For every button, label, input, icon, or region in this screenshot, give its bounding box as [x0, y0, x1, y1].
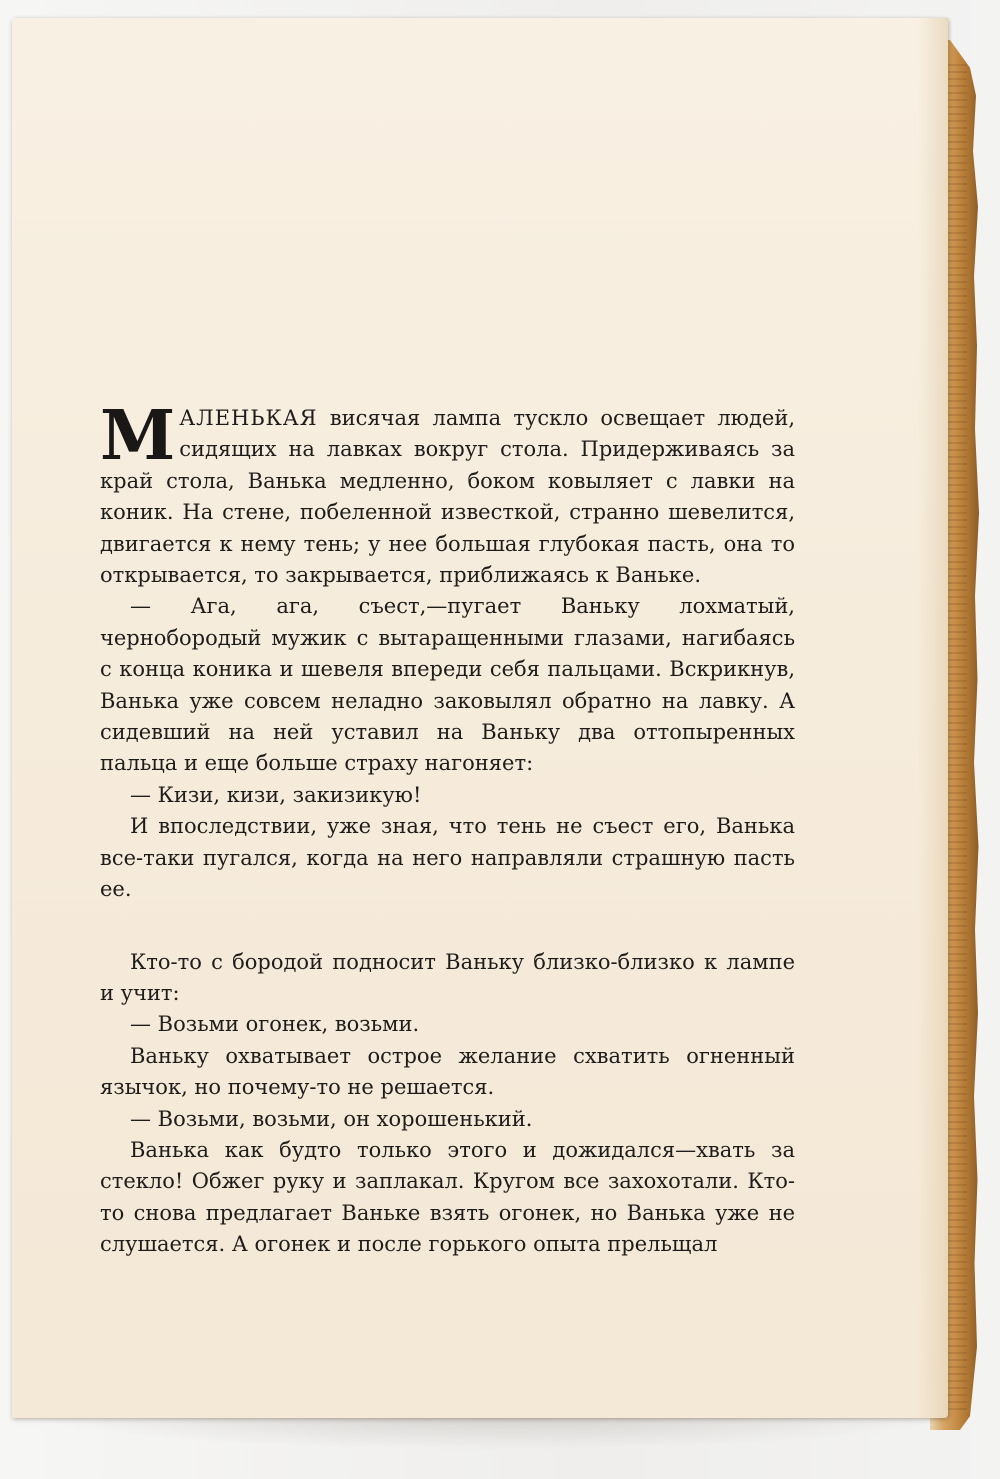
- paragraph-1: [100, 396, 795, 591]
- paragraph-5: Кто-то с бородой подносит Ваньку близко-близко к лампе и учит:: [100, 949, 795, 1005]
- paragraph-8: — Возьми, возьми, он хорошенький.: [130, 1106, 533, 1131]
- paragraph-1-text: висячая лампа тускло освещает людей, сидящих на лавках вокруг стола. Придерживаясь за край стола, Ванька медленно, боком ковыляет с лавки на коник. На стене, побеленной известкой, странно шевелится, двигается к нему тень; у нее большая глубокая пасть, она то открывается, то закрывается, приближаясь к Ваньке.: [100, 406, 795, 588]
- paragraph-3: — Кизи, кизи, закизикую!: [130, 782, 422, 807]
- section-gap: [100, 906, 795, 947]
- paragraph-7: Ваньку охватывает острое желание схватить огненный язычок, но почему-то не решается.: [100, 1043, 795, 1100]
- paragraph-9: Ванька как будто только этого и дожидался—хвать за стекло! Обжег руку и заплакал. Кругом все захохотали. Кто-то снова предлагает Ваньке взять огонек, но Ванька уже не слушается. А огонек и после горького опыта прельщал: [100, 1137, 795, 1257]
- paragraph-6: — Возьми огонек, возьми.: [130, 1012, 420, 1037]
- paragraph-2: — Ага, ага, съест,—пугает Ваньку лохматый, чернобородый мужик с вытаращенными глазами, нагибаясь с конца коника и шевеля впереди себя пальцами. Вскрикнув, Ванька уже совсем неладно заковылял обратно на лавку. А сидевший на ней уставил на Ваньку два оттопыренных пальца и еще больше страху нагоняет:: [100, 594, 795, 776]
- page-text: [100, 396, 795, 1261]
- paragraph-4: И впоследствии, уже зная, что тень не съест его, Ванька все-таки пугался, когда на него направляли страшную пасть ее.: [100, 814, 795, 902]
- book-page: [12, 18, 948, 1418]
- page-edge-texture: [945, 60, 967, 1410]
- first-word: АЛЕНЬКАЯ: [179, 406, 318, 430]
- drop-cap: М: [100, 396, 176, 476]
